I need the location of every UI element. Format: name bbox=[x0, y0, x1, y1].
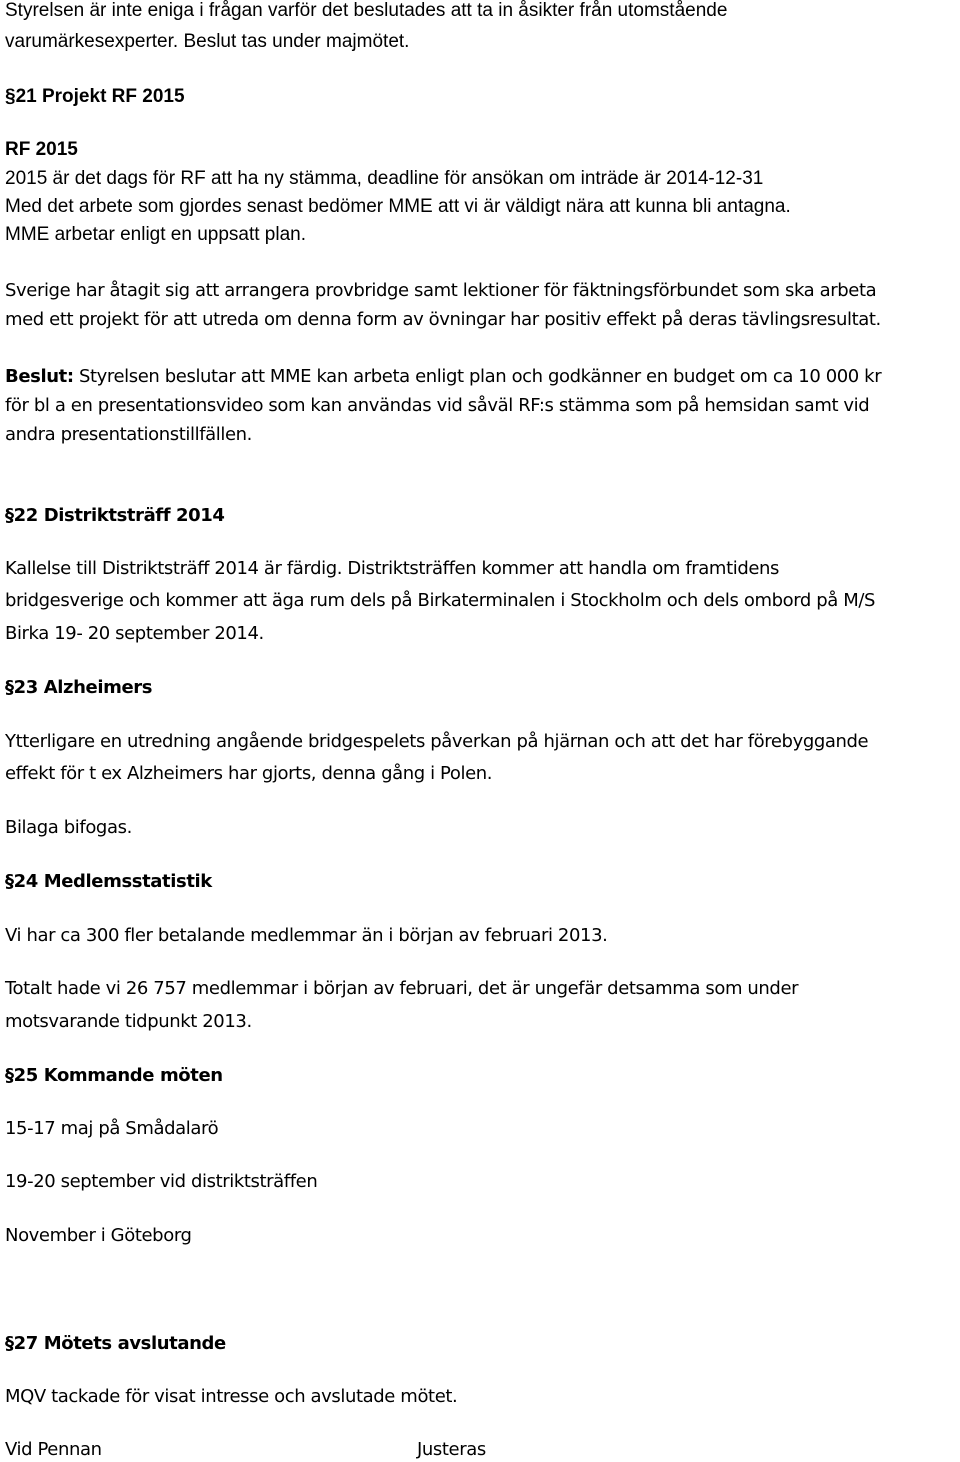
section-25-item-3: November i Göteborg bbox=[5, 1225, 192, 1246]
section-22-heading: §22 Distriktsträff 2014 bbox=[5, 505, 225, 526]
section-22-line-2: bridgesverige och kommer att äga rum dels på Birkaterminalen i Stockholm och dels ombord på M/S bbox=[5, 590, 876, 611]
section-21-heading: §21 Projekt RF 2015 bbox=[5, 86, 185, 107]
section-21-decision-line-2: för bl a en presentationsvideo som kan användas vid såväl RF:s stämma som på hemsidan samt vid bbox=[5, 395, 870, 416]
section-22-line-3: Birka 19- 20 september 2014. bbox=[5, 623, 264, 644]
section-23-heading: §23 Alzheimers bbox=[5, 677, 153, 698]
section-21-decision-line-3: andra presentationstillfällen. bbox=[5, 424, 252, 445]
section-21-p2-line-2: med ett projekt för att utreda om denna form av övningar har positiv effekt på deras tävlingsresultat. bbox=[5, 309, 881, 330]
decision-text: Styrelsen beslutar att MME kan arbeta enligt plan och godkänner en budget om ca 10 000 kr bbox=[73, 366, 882, 387]
intro-line-1: Styrelsen är inte eniga i frågan varför det beslutades att ta in åsikter från utomstående bbox=[5, 0, 728, 21]
section-24-line-2: Totalt hade vi 26 757 medlemmar i början av februari, det är ungefär detsamma som under bbox=[5, 978, 799, 999]
section-21-p1-line-2: Med det arbete som gjordes senast bedömer MME att vi är väldigt nära att kunna bli antagna. bbox=[5, 196, 791, 217]
signature-left: Vid Pennan bbox=[5, 1439, 102, 1460]
section-25-item-1: 15-17 maj på Smådalarö bbox=[5, 1118, 219, 1139]
section-21-p1-line-1: 2015 är det dags för RF att ha ny stämma, deadline för ansökan om inträde är 2014-12-31 bbox=[5, 168, 764, 189]
section-24-line-1: Vi har ca 300 fler betalande medlemmar än i början av februari 2013. bbox=[5, 925, 608, 946]
section-23-line-2: effekt för t ex Alzheimers har gjorts, denna gång i Polen. bbox=[5, 763, 493, 784]
section-21-decision-line-1 bbox=[5, 366, 881, 388]
section-25-item-2: 19-20 september vid distriktsträffen bbox=[5, 1171, 318, 1192]
section-21-subheading: RF 2015 bbox=[5, 139, 78, 160]
section-24-line-3: motsvarande tidpunkt 2013. bbox=[5, 1011, 252, 1032]
section-21-p1-line-3: MME arbetar enligt en uppsatt plan. bbox=[5, 224, 307, 245]
section-22-line-1: Kallelse till Distriktsträff 2014 är färdig. Distriktsträffen kommer att handla om framtidens bbox=[5, 558, 780, 579]
section-23-line-3: Bilaga bifogas. bbox=[5, 817, 132, 838]
decision-label: Beslut: bbox=[5, 366, 74, 387]
section-24-heading: §24 Medlemsstatistik bbox=[5, 871, 212, 892]
section-27-line-1: MQV tackade för visat intresse och avslutade mötet. bbox=[5, 1386, 458, 1407]
intro-line-2: varumärkesexperter. Beslut tas under majmötet. bbox=[5, 31, 410, 52]
section-23-line-1: Ytterligare en utredning angående bridgespelets påverkan på hjärnan och att det har förebyggande bbox=[5, 731, 869, 752]
signature-right: Justeras bbox=[417, 1439, 486, 1460]
section-27-heading: §27 Mötets avslutande bbox=[5, 1333, 226, 1354]
section-21-p2-line-1: Sverige har åtagit sig att arrangera provbridge samt lektioner för fäktningsförbundet som ska arbeta bbox=[5, 280, 877, 301]
section-25-heading: §25 Kommande möten bbox=[5, 1065, 223, 1086]
